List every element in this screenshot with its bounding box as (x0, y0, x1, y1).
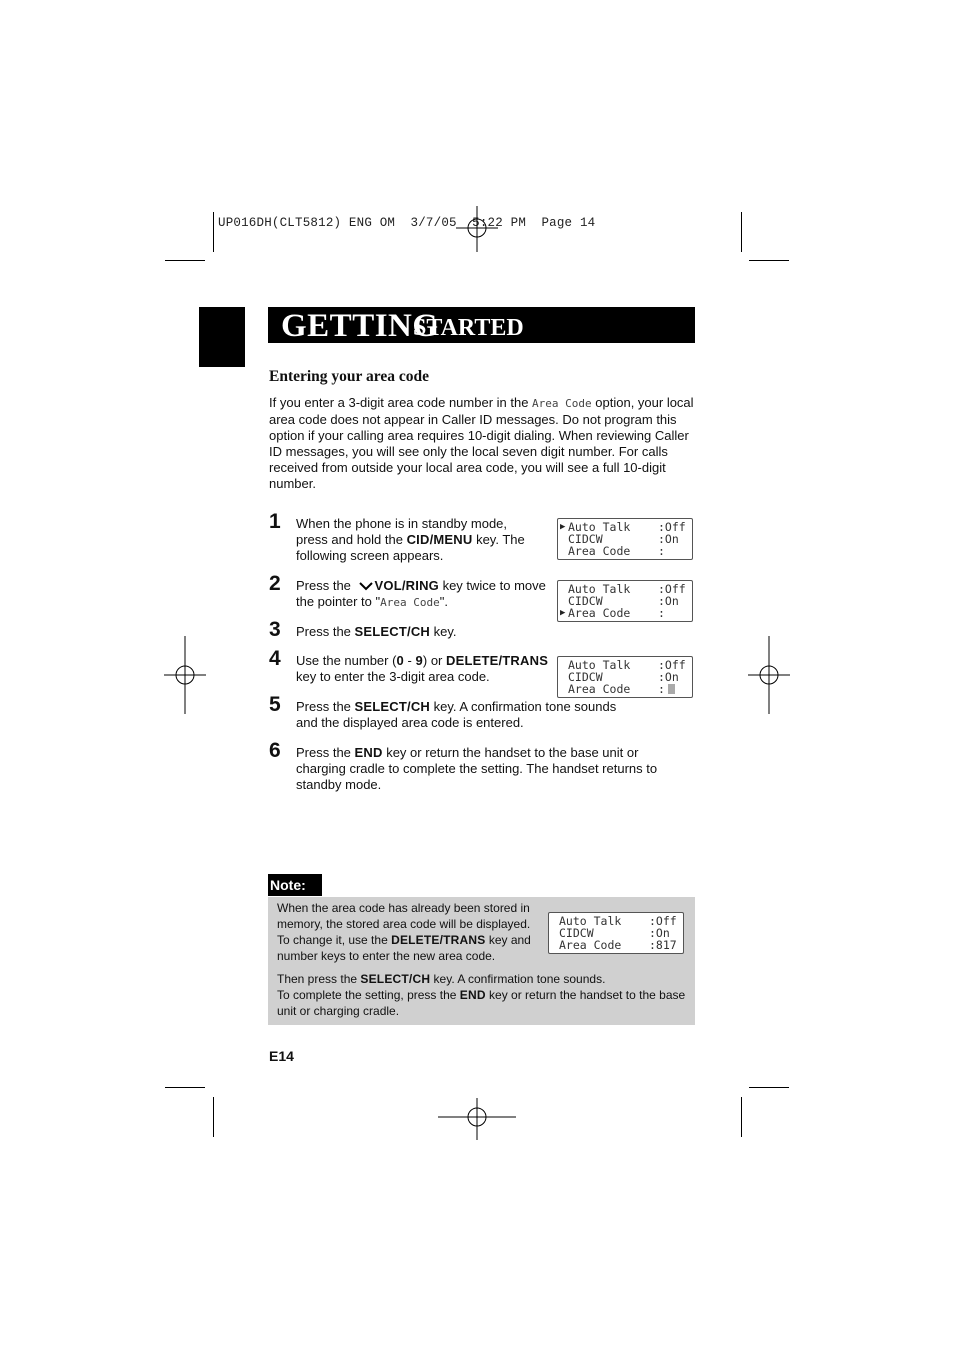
crop-mark (165, 260, 205, 261)
lcd-screen: ▶ Auto Talk :Off CIDCW :On Area Code : (557, 518, 693, 560)
step-number: 1 (269, 510, 281, 533)
step-text: Press the VOL/RING key twice to move the pointer to "Area Code". (296, 578, 546, 609)
step-text: Press the SELECT/CH key. (296, 624, 457, 639)
registration-mark-icon (456, 204, 498, 254)
page-title: GETTING (281, 308, 439, 344)
step-number: 3 (269, 618, 281, 641)
crop-mark (213, 1097, 214, 1137)
text-cursor (668, 684, 675, 694)
section-tab-marker (199, 307, 245, 367)
chevron-down-icon (359, 581, 373, 591)
page-title-bar (268, 307, 695, 343)
step-text: Press the END key or return the handset to the base unit or charging cradle to complete the setting. The handset returns to standby mode. (296, 745, 658, 792)
page-number: E14 (269, 1048, 294, 1064)
lcd-screen: Auto Talk :Off CIDCW :On Area Code :817 (548, 912, 684, 954)
note-paragraph: When the area code has already been stored in memory, the stored area code will be displayed. To change it, use the DELETE/TRANS key and number keys to enter the new area code. (277, 901, 531, 963)
crop-mark (213, 212, 214, 252)
pointer-arrow-icon: ▶ (560, 608, 566, 618)
step-number: 2 (269, 572, 281, 595)
step-text: Use the number (0 - 9) or DELETE/TRANS key to enter the 3-digit area code. (296, 653, 549, 684)
lcd-screen: Auto Talk :Off CIDCW :On Area Code : (557, 656, 693, 698)
registration-mark-icon (164, 636, 206, 714)
print-slug-header: UP016DH(CLT5812) ENG OM 3/7/05 5:22 PM Page 14 (218, 216, 596, 230)
intro-paragraph: If you enter a 3-digit area code number in the Area Code option, your local area code does not appear in Caller ID messages. Do not program this option if your calling area requires 10-digit dialing. When reviewing Caller ID messages, you will see only the local seven digit number. For calls received from outside your local area code, you will see a full 10-digit number. (269, 395, 694, 491)
pointer-arrow-icon: ▶ (560, 522, 566, 532)
crop-mark (749, 260, 789, 261)
crop-mark (741, 212, 742, 252)
section-heading: Entering your area code (269, 368, 430, 385)
lcd-option-text: Area Code (532, 397, 592, 410)
note-label: Note: (268, 874, 322, 896)
registration-mark-icon (438, 1098, 516, 1140)
note-paragraph: Then press the SELECT/CH key. A confirmation tone sounds. To complete the setting, press the END key or return the handset to the base unit or charging cradle. (277, 972, 686, 1018)
page-title-suffix: STARTED (413, 315, 524, 341)
note-box (268, 897, 695, 1025)
step-text: When the phone is in standby mode, press and hold the CID/MENU key. The following screen appears. (296, 516, 525, 563)
lcd-screen: Auto Talk :Off CIDCW :On ▶ Area Code : (557, 580, 693, 622)
crop-mark (165, 1087, 205, 1088)
step-number: 6 (269, 739, 281, 762)
step-number: 5 (269, 693, 281, 716)
crop-mark (749, 1087, 789, 1088)
step-text: Press the SELECT/CH key. A confirmation tone sounds and the displayed area code is entered. (296, 699, 617, 730)
registration-mark-icon (748, 636, 790, 714)
crop-mark (741, 1097, 742, 1137)
step-number: 4 (269, 647, 281, 670)
